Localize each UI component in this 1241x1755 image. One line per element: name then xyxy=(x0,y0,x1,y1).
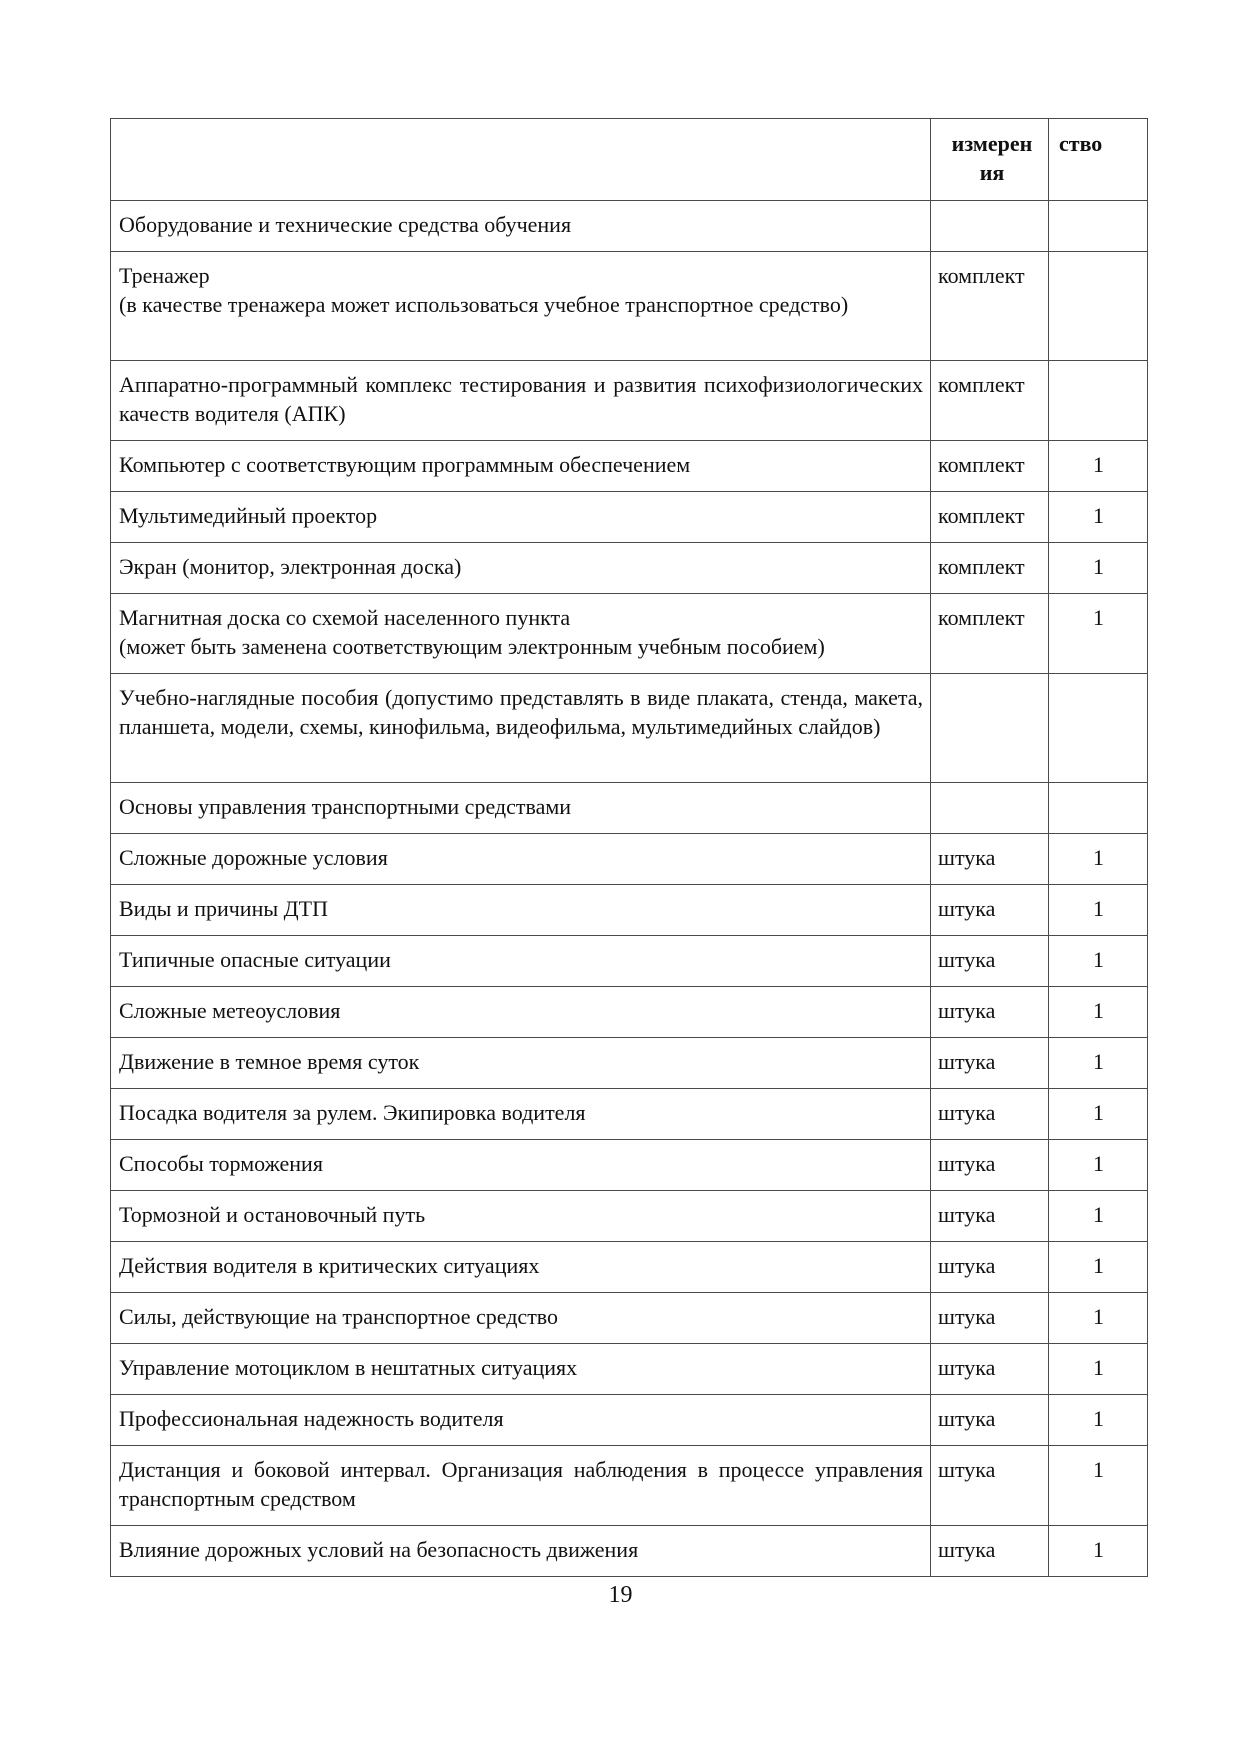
unit-cell: штука xyxy=(931,936,1049,987)
item-name-line: (может быть заменена соответствующим электронным учебным пособием) xyxy=(119,634,825,659)
item-name-cell xyxy=(111,1038,931,1089)
quantity-cell: 1 xyxy=(1049,936,1148,987)
item-name-cell xyxy=(111,1526,931,1577)
unit-cell: штука xyxy=(931,1140,1049,1191)
item-name-line: Сложные дорожные условия xyxy=(119,845,388,870)
table-row xyxy=(111,594,1148,674)
item-name-line: Сложные метеоусловия xyxy=(119,998,341,1023)
unit-cell: комплект xyxy=(931,441,1049,492)
item-name-cell xyxy=(111,201,931,252)
item-name-cell xyxy=(111,543,931,594)
quantity-cell: 1 xyxy=(1049,885,1148,936)
quantity-cell: 1 xyxy=(1049,1191,1148,1242)
item-name-cell xyxy=(111,1293,931,1344)
table-row xyxy=(111,783,1148,834)
table-row xyxy=(111,492,1148,543)
table-row xyxy=(111,1293,1148,1344)
item-name-line: Профессиональная надежность водителя xyxy=(119,1406,504,1431)
table-row xyxy=(111,1191,1148,1242)
table-row xyxy=(111,987,1148,1038)
item-name-cell xyxy=(111,936,931,987)
item-name-cell xyxy=(111,834,931,885)
quantity-cell: 1 xyxy=(1049,1242,1148,1293)
table-row xyxy=(111,834,1148,885)
table-row xyxy=(111,1242,1148,1293)
item-name-line: (в качестве тренажера может использоваться учебное транспортное средство) xyxy=(119,292,849,317)
table-row xyxy=(111,252,1148,361)
item-name-line: Тормозной и остановочный путь xyxy=(119,1202,426,1227)
equipment-table xyxy=(110,118,1148,1577)
unit-cell: штука xyxy=(931,1038,1049,1089)
table-row xyxy=(111,1140,1148,1191)
item-name-line: Типичные опасные ситуации xyxy=(119,947,391,972)
unit-cell: комплект xyxy=(931,543,1049,594)
quantity-cell: 1 xyxy=(1049,1395,1148,1446)
quantity-cell: 1 xyxy=(1049,492,1148,543)
quantity-cell: 1 xyxy=(1049,441,1148,492)
item-name-line: Посадка водителя за рулем. Экипировка водителя xyxy=(119,1100,586,1125)
unit-cell xyxy=(931,201,1049,252)
item-name-line: Движение в темное время суток xyxy=(119,1049,420,1074)
item-name-cell xyxy=(111,885,931,936)
table-row xyxy=(111,936,1148,987)
item-name-cell xyxy=(111,361,931,441)
quantity-cell: 1 xyxy=(1049,594,1148,674)
item-name-line: Влияние дорожных условий на безопасность движения xyxy=(119,1537,639,1562)
item-name-line: Основы управления транспортными средствами xyxy=(119,794,572,819)
item-name-line: Силы, действующие на транспортное средство xyxy=(119,1304,559,1329)
quantity-cell: 1 xyxy=(1049,1526,1148,1577)
unit-cell: штука xyxy=(931,1293,1049,1344)
item-name-line: Мультимедийный проектор xyxy=(119,503,378,528)
item-name-line: Магнитная доска со схемой населенного пункта xyxy=(119,605,571,630)
item-name-line: Тренажер xyxy=(119,263,210,288)
unit-cell: штука xyxy=(931,885,1049,936)
item-name-cell xyxy=(111,783,931,834)
item-name-cell xyxy=(111,1140,931,1191)
item-name-cell xyxy=(111,1089,931,1140)
unit-cell: штука xyxy=(931,1446,1049,1526)
item-name-line: Виды и причины ДТП xyxy=(119,896,328,921)
header-unit-line: ия xyxy=(979,160,1005,185)
quantity-cell: 1 xyxy=(1049,1446,1148,1526)
quantity-cell: 1 xyxy=(1049,543,1148,594)
table-row xyxy=(111,441,1148,492)
unit-cell: штука xyxy=(931,1344,1049,1395)
table-row xyxy=(111,1038,1148,1089)
item-name-line: Оборудование и технические средства обучения xyxy=(119,212,572,237)
header-qty-cell: ство xyxy=(1049,119,1148,201)
unit-cell: штука xyxy=(931,1089,1049,1140)
table-row xyxy=(111,1446,1148,1526)
item-name-cell xyxy=(111,1446,931,1526)
quantity-cell: 1 xyxy=(1049,1038,1148,1089)
table-row xyxy=(111,201,1148,252)
quantity-cell: 1 xyxy=(1049,1089,1148,1140)
unit-cell: комплект xyxy=(931,492,1049,543)
item-name-line: Действия водителя в критических ситуациях xyxy=(119,1253,540,1278)
item-name-line: Дистанция и боковой интервал. Организация наблюдения в процессе управления транспортным средством xyxy=(119,1457,923,1511)
quantity-cell xyxy=(1049,674,1148,783)
quantity-cell: 1 xyxy=(1049,1344,1148,1395)
item-name-line: Экран (монитор, электронная доска) xyxy=(119,554,462,579)
quantity-cell xyxy=(1049,201,1148,252)
page-number: 19 xyxy=(608,1582,633,1608)
table-row xyxy=(111,361,1148,441)
unit-cell: комплект xyxy=(931,252,1049,361)
unit-cell xyxy=(931,783,1049,834)
unit-cell: штука xyxy=(931,1526,1049,1577)
item-name-cell xyxy=(111,441,931,492)
quantity-cell xyxy=(1049,783,1148,834)
table-row xyxy=(111,543,1148,594)
unit-cell: штука xyxy=(931,1242,1049,1293)
table-header-row xyxy=(111,119,1148,201)
table-row xyxy=(111,885,1148,936)
quantity-cell: 1 xyxy=(1049,987,1148,1038)
item-name-cell xyxy=(111,594,931,674)
unit-cell: комплект xyxy=(931,594,1049,674)
item-name-line: Компьютер с соответствующим программным обеспечением xyxy=(119,452,691,477)
table-row xyxy=(111,674,1148,783)
item-name-cell xyxy=(111,1191,931,1242)
item-name-cell xyxy=(111,1395,931,1446)
unit-cell: штука xyxy=(931,1395,1049,1446)
item-name-line: Учебно-наглядные пособия (допустимо представлять в виде плаката, стенда, макета, планшета, модели, схемы, кинофильма, видеофильма, мультимедийных слайдов) xyxy=(119,685,923,739)
unit-cell: штука xyxy=(931,987,1049,1038)
table-row xyxy=(111,1526,1148,1577)
item-name-cell xyxy=(111,492,931,543)
item-name-line: Аппаратно-программный комплекс тестирования и развития психофизиологических качеств водителя (АПК) xyxy=(119,372,923,426)
item-name-cell xyxy=(111,1344,931,1395)
item-name-cell xyxy=(111,252,931,361)
item-name-cell xyxy=(111,1242,931,1293)
quantity-cell xyxy=(1049,252,1148,361)
unit-cell: штука xyxy=(931,834,1049,885)
quantity-cell: 1 xyxy=(1049,1140,1148,1191)
unit-cell xyxy=(931,674,1049,783)
table-row xyxy=(111,1395,1148,1446)
unit-cell: комплект xyxy=(931,361,1049,441)
unit-cell: штука xyxy=(931,1191,1049,1242)
item-name-line: Управление мотоциклом в нештатных ситуациях xyxy=(119,1355,578,1380)
quantity-cell: 1 xyxy=(1049,1293,1148,1344)
quantity-cell: 1 xyxy=(1049,834,1148,885)
quantity-cell xyxy=(1049,361,1148,441)
table-row xyxy=(111,1089,1148,1140)
header-unit-cell xyxy=(931,119,1049,201)
item-name-cell xyxy=(111,987,931,1038)
header-name-cell xyxy=(111,119,931,201)
header-unit-line: измерен xyxy=(951,131,1033,156)
table-row xyxy=(111,1344,1148,1395)
item-name-cell xyxy=(111,674,931,783)
item-name-line: Способы торможения xyxy=(119,1151,323,1176)
